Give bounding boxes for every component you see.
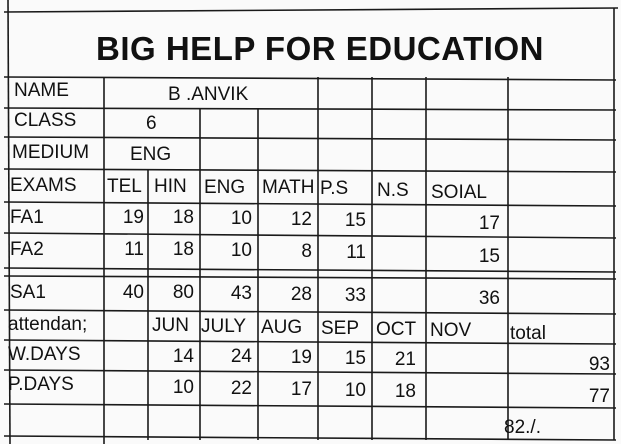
total-header: total — [510, 323, 546, 344]
exam-score: 15 — [478, 246, 500, 267]
exam-row-label: FA2 — [10, 239, 44, 260]
subject-header: ENG — [204, 177, 246, 198]
attendance-value: 10 — [344, 380, 366, 401]
attendance-value: 15 — [344, 348, 366, 369]
month-header: AUG — [261, 317, 303, 338]
exam-score: 36 — [478, 288, 500, 309]
page-title: BIG HELP FOR EDUCATION — [96, 30, 544, 67]
name-label: NAME — [14, 80, 69, 101]
attendance-label: attendan; — [8, 314, 88, 335]
medium-label: MEDIUM — [12, 142, 90, 163]
attendance-row-label: P.DAYS — [8, 374, 74, 395]
attendance-percentage: 82./. — [504, 417, 541, 438]
attendance-value: 17 — [290, 379, 312, 400]
attendance-value: 24 — [230, 346, 252, 367]
exam-score: 19 — [122, 207, 144, 228]
month-header: OCT — [376, 319, 417, 340]
subject-header: HIN — [154, 176, 187, 197]
exam-score: 10 — [230, 208, 252, 229]
month-header: JULY — [201, 316, 247, 337]
exam-score: 17 — [478, 213, 500, 234]
class-label: CLASS — [14, 110, 77, 131]
attendance-value: 19 — [290, 347, 312, 368]
exam-score: 28 — [290, 284, 312, 305]
exam-score: 11 — [346, 242, 366, 263]
attendance-value: 21 — [394, 349, 416, 370]
subject-header: MATH — [262, 177, 315, 198]
exams-label: EXAMS — [10, 175, 77, 196]
exam-score: 15 — [344, 210, 366, 231]
subject-header: N.S — [377, 180, 409, 201]
exam-score: 40 — [122, 282, 144, 303]
class-value: 6 — [146, 113, 157, 134]
subject-header: P.S — [320, 178, 349, 199]
exam-score: 80 — [172, 282, 194, 303]
attendance-value: 22 — [230, 378, 252, 399]
exam-row-label: FA1 — [10, 207, 44, 228]
attendance-total: 93 — [588, 354, 610, 375]
subject-header: SOIAL — [431, 182, 487, 203]
exam-row-label: SA1 — [10, 282, 46, 303]
month-header: SEP — [321, 318, 360, 339]
exam-score: 18 — [172, 207, 194, 228]
medium-value: ENG — [130, 144, 172, 165]
exam-score: 18 — [172, 239, 194, 260]
attendance-row-label: W.DAYS — [8, 344, 81, 365]
exam-score: 11 — [124, 239, 144, 260]
month-header: NOV — [430, 320, 472, 341]
exam-score: 33 — [344, 285, 366, 306]
month-header: JUN — [152, 315, 189, 336]
exam-score: 43 — [230, 283, 252, 304]
name-value: B .ANVIK — [168, 84, 249, 105]
attendance-value: 10 — [172, 377, 194, 398]
exam-score: 10 — [230, 240, 252, 261]
attendance-total: 77 — [588, 386, 610, 407]
exam-score: 12 — [290, 209, 312, 230]
attendance-value: 14 — [172, 346, 194, 367]
attendance-value: 18 — [394, 381, 416, 402]
subject-header: TEL — [107, 176, 142, 197]
exam-score: 8 — [301, 241, 312, 262]
